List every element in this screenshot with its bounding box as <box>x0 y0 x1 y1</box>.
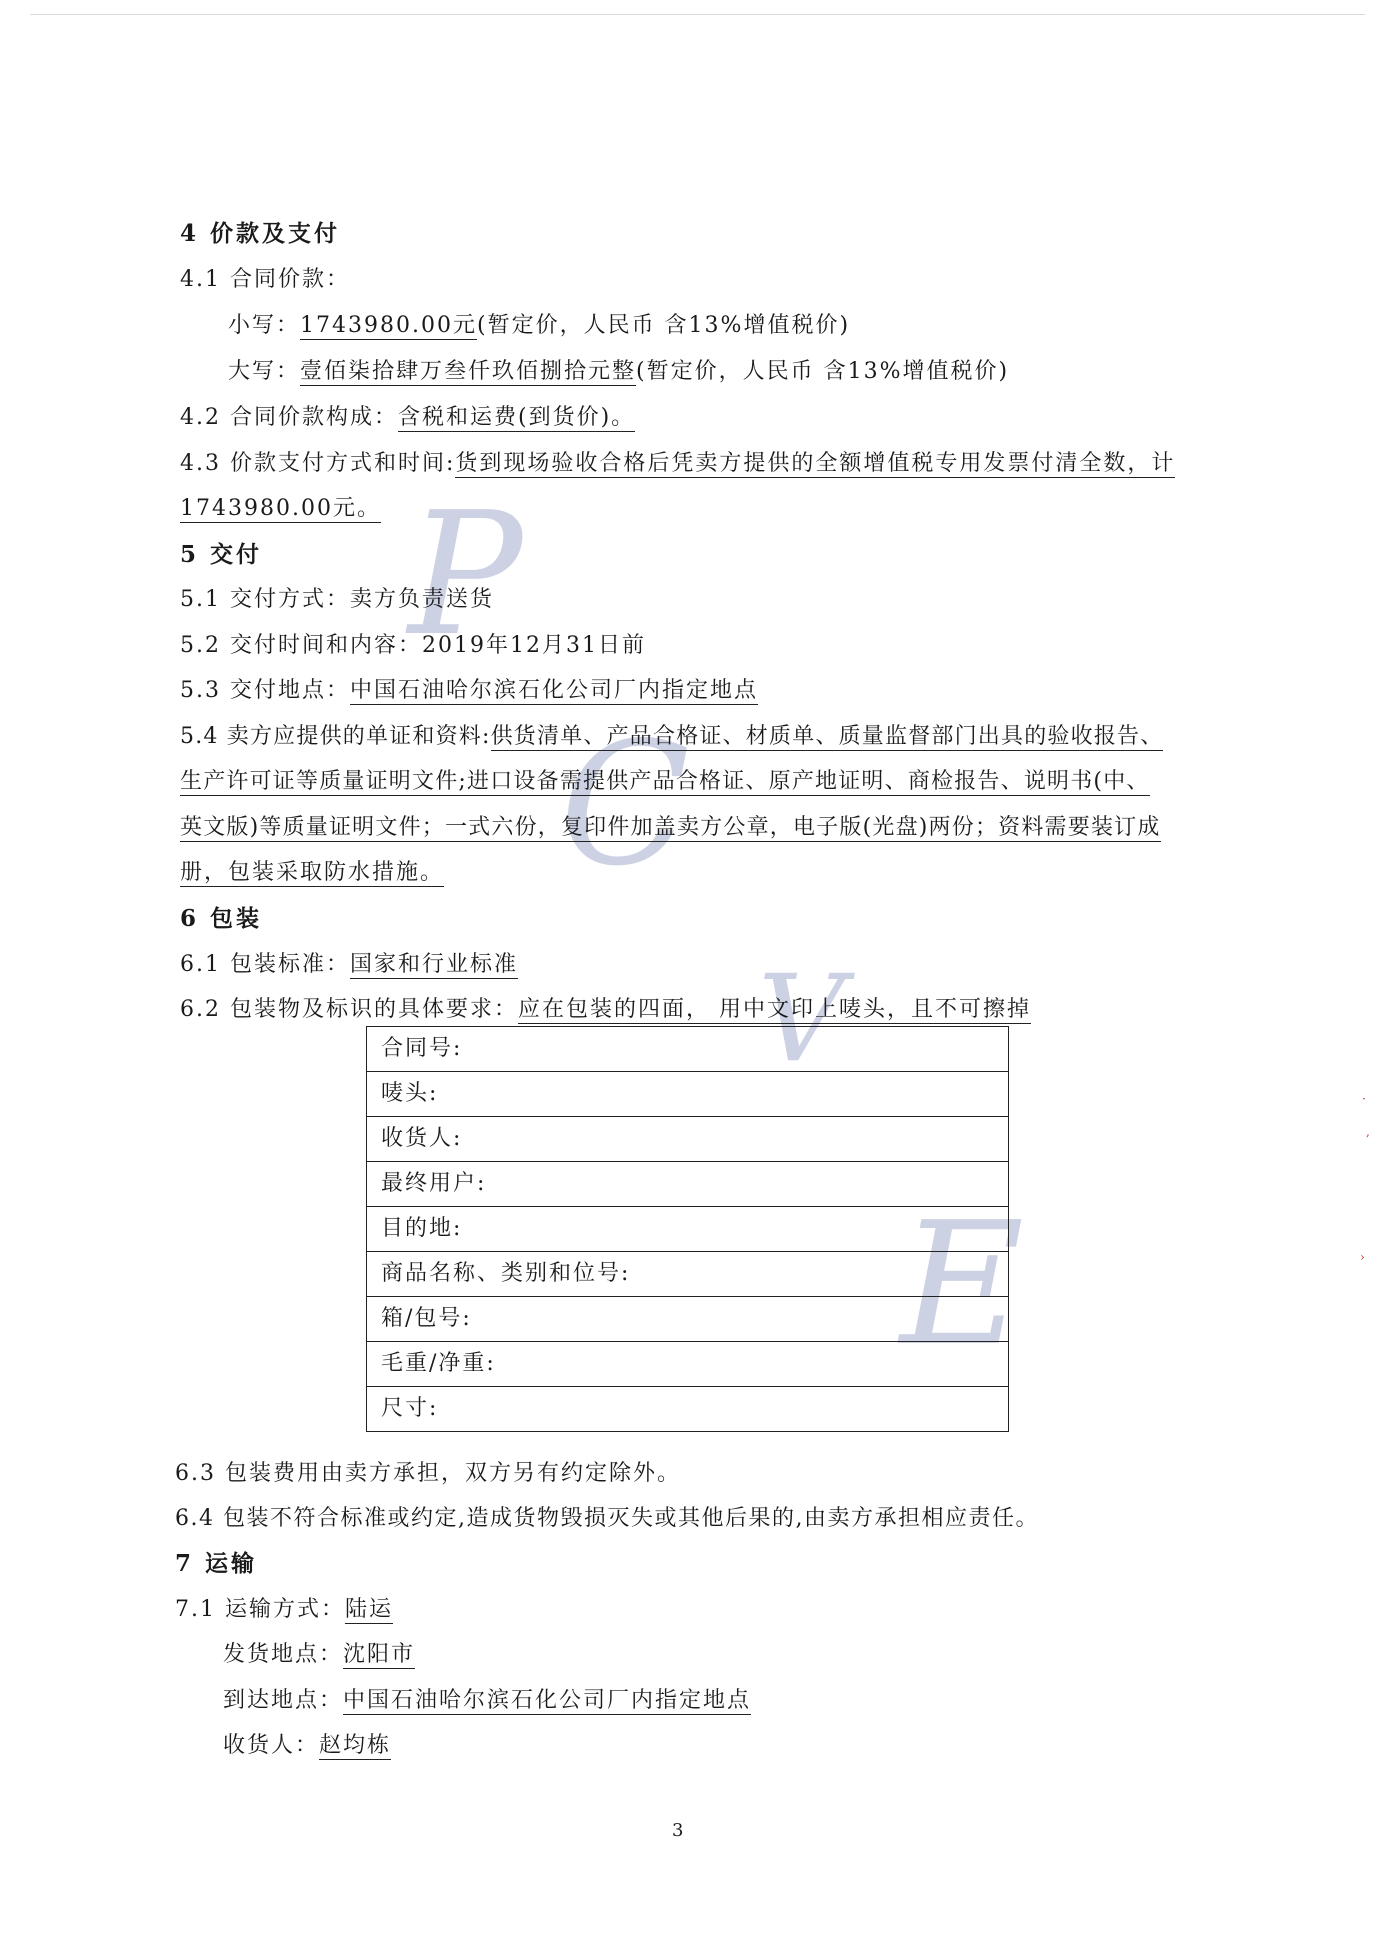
clause-4-2 <box>180 403 635 433</box>
table-row <box>367 1162 1009 1207</box>
clause-7-1-value: 陆运 <box>344 1597 393 1622</box>
table-cell: 合同号: <box>367 1027 1009 1072</box>
clause-5-2: 5.2 交付时间和内容：2019年12月31日前 <box>180 633 646 658</box>
clause-5-4-cont-2 <box>180 813 1161 843</box>
clause-4-2-label: 4.2 合同价款构成： <box>180 405 398 430</box>
clause-6-1 <box>180 950 518 980</box>
table-cell: 商品名称、类别和位号: <box>367 1252 1009 1297</box>
clause-5-3 <box>180 676 758 706</box>
table-row <box>367 1072 1009 1117</box>
watermark-letter-v: V <box>758 950 845 1089</box>
page-number: 3 <box>672 1820 684 1841</box>
table-row <box>367 1342 1009 1387</box>
section-6-title: 6 包装 <box>180 905 263 932</box>
clause-7-1-label: 7.1 运输方式： <box>175 1597 345 1622</box>
section-7-title: 7 运输 <box>175 1550 258 1577</box>
table-row <box>367 1387 1009 1432</box>
clause-4-3 <box>180 449 1175 479</box>
clause-6-1-value: 国家和行业标准 <box>349 952 518 977</box>
table-row <box>367 1207 1009 1252</box>
clause-5-4-cont-3 <box>180 858 444 888</box>
clause-4-1: 4.1 合同价款： <box>180 267 350 292</box>
clause-6-3: 6.3 包装费用由卖方承担，双方另有约定除外。 <box>175 1461 681 1486</box>
table-row <box>367 1297 1009 1342</box>
clause-5-4-value-1: 供货清单、产品合格证、材质单、质量监督部门出具的验收报告、 <box>490 724 1164 749</box>
clause-6-2-label: 6.2 包装物及标识的具体要求： <box>180 997 518 1022</box>
consignee-value: 赵均栋 <box>319 1733 392 1758</box>
price-big-value: 壹佰柒拾肆万叁仟玖佰捌拾元整 <box>300 359 637 384</box>
clause-5-4-label: 5.4 卖方应提供的单证和资料: <box>180 724 491 749</box>
consignee-label: 收货人： <box>223 1733 320 1758</box>
table-cell: 唛头: <box>367 1072 1009 1117</box>
clause-7-1 <box>175 1595 393 1625</box>
section-4-title: 4 价款及支付 <box>180 220 341 247</box>
clause-6-1-label: 6.1 包装标准： <box>180 952 350 977</box>
watermark-letter-p: P <box>408 476 523 674</box>
consignee-line <box>223 1731 391 1761</box>
table-cell: 收货人: <box>367 1117 1009 1162</box>
price-big-note: (暂定价，人民币 含13%增值税价) <box>636 359 1010 384</box>
ship-from-line <box>223 1640 415 1670</box>
watermark-letter-e: E <box>900 1186 1025 1384</box>
arrive-value: 中国石油哈尔滨石化公司厂内指定地点 <box>343 1688 752 1713</box>
clause-4-3-label: 4.3 价款支付方式和时间: <box>180 451 456 476</box>
clause-4-3-cont <box>180 494 381 524</box>
clause-5-4 <box>180 722 1163 752</box>
clause-4-3-value-2: 1743980.00元。 <box>180 496 381 521</box>
price-big-line <box>228 357 1009 387</box>
section-5-title: 5 交付 <box>180 541 263 568</box>
price-small-note: (暂定价，人民币 含13%增值税价) <box>476 313 851 338</box>
table-cell: 目的地: <box>367 1207 1009 1252</box>
table-row <box>367 1117 1009 1162</box>
price-big-label: 大写： <box>228 359 301 384</box>
clause-5-4-value-3: 英文版)等质量证明文件；一式六份，复印件加盖卖方公章，电子版(光盘)两份；资料需要装订成 <box>180 815 1161 840</box>
table-cell: 最终用户: <box>367 1162 1009 1207</box>
clause-5-4-value-4: 册，包装采取防水措施。 <box>180 860 445 885</box>
seal-speck: · <box>1362 1092 1366 1106</box>
table-cell: 箱/包号: <box>367 1297 1009 1342</box>
seal-speck: , <box>1366 1125 1370 1139</box>
ship-from-label: 发货地点： <box>223 1642 344 1667</box>
arrive-label: 到达地点： <box>223 1688 344 1713</box>
clause-5-4-value-2: 生产许可证等质量证明文件;进口设备需提供产品合格证、原产地证明、商检报告、说明书(中、 <box>180 769 1150 794</box>
watermark-letter-c: C <box>560 706 691 904</box>
table-cell: 毛重/净重: <box>367 1342 1009 1387</box>
price-small-line <box>228 311 850 341</box>
seal-speck: › <box>1360 1250 1365 1264</box>
table-row <box>367 1252 1009 1297</box>
clause-4-3-value-1: 货到现场验收合格后凭卖方提供的全额增值税专用发票付清全数，计 <box>455 451 1176 476</box>
price-small-label: 小写： <box>228 313 301 338</box>
shipping-mark-table <box>366 1026 1009 1432</box>
table-row <box>367 1027 1009 1072</box>
clause-5-4-cont-1 <box>180 767 1150 797</box>
arrive-line <box>223 1686 751 1716</box>
scan-edge-line <box>30 14 1365 15</box>
clause-5-3-value: 中国石油哈尔滨石化公司厂内指定地点 <box>349 678 758 703</box>
clause-6-4: 6.4 包装不符合标准或约定,造成货物毁损灭失或其他后果的,由卖方承担相应责任。 <box>175 1506 1039 1531</box>
clause-4-2-value: 含税和运费(到货价)。 <box>397 405 636 430</box>
clause-5-1: 5.1 交付方式：卖方负责送货 <box>180 587 494 612</box>
clause-6-2 <box>180 995 1031 1025</box>
clause-6-2-value: 应在包装的四面， 用中文印上唛头，且不可擦掉 <box>517 997 1031 1022</box>
ship-from-value: 沈阳市 <box>343 1642 416 1667</box>
table-cell: 尺寸: <box>367 1387 1009 1432</box>
clause-5-3-label: 5.3 交付地点： <box>180 678 350 703</box>
price-small-value: 1743980.00元 <box>300 313 477 338</box>
